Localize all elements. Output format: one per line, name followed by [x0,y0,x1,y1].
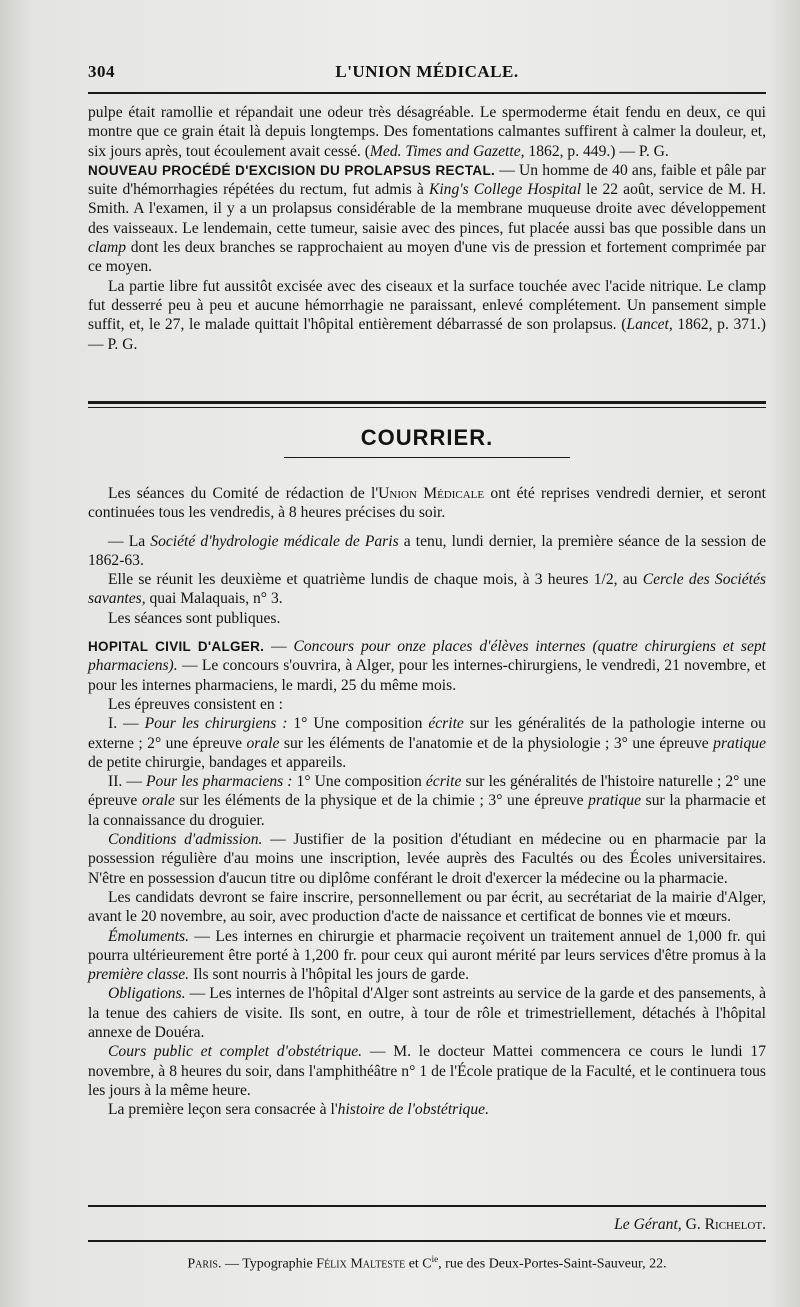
paragraph-6: Elle se réunit les deuxième et quatrième lundis de chaque mois, à 3 heures 1/2, au Cercle des Sociétés savantes, quai Malaquais, n° 3. [88,571,766,608]
paragraph-7: Les séances sont publiques. [108,609,281,627]
paragraph-conditions: Conditions d'admission. — Justifier de la position d'étudiant en médecine ou en pharmacie par la possession régulière d'au moins une inscription, levée auprès des Facultés ou des Écoles universitaires. N'être en possession d'aucun titre ou diplôme conférant le droit d'exercer la médecine ou la pharmacie. [88,831,766,887]
running-header [88,60,766,86]
courrier-block [88,484,766,1120]
paragraph-hopital: HOPITAL CIVIL D'ALGER. — Concours pour onze places d'élèves internes (quatre chirurgiens et sept pharmaciens). — Le concours s'ouvrira, à Alger, pour les internes-chirurgiens, le vendredi, 21 novembre, et pour les internes pharmaciens, le mardi, 25 du même mois. [88,638,766,694]
paragraph-obligations: Obligations. — Les internes de l'hôpital d'Alger sont astreints au service de la garde et des pansements, à la tenue des cahiers de visite. Ils sont, en outre, à tour de rôle et trimestriellement, détachés à l'hôpital annexe de Douéra. [88,985,766,1042]
paragraph-9: Les épreuves consistent en : [108,695,283,713]
paragraph-candidats: Les candidats devront se faire inscrire, personnellement ou par écrit, au secrétariat de la mairie d'Alger, avant le 20 novembre, au soir, avec production d'acte de naissance et certificat de bonnes vie et mœurs. [88,888,766,926]
hopital-heading: HOPITAL CIVIL D'ALGER. [88,639,265,655]
paragraph-cours: Cours public et complet d'obstétrique. — M. le docteur Mattei commencera ce cours le lundi 17 novembre, à 8 heures du soir, dans l'amphithéâtre n° 1 de l'École pratique de la Faculté, et le continuera tous les jours à la même heure. [88,1043,766,1099]
paragraph-pharmaciens: II. — Pour les pharmaciens : 1° Une composition écrite sur les généralités de l'histoire naturelle ; 2° une épreuve orale sur les éléments de la physique et de la chimie ; 3° une épreuve pratique sur la pharmacie et la connaissance du droguier. [88,773,766,829]
paragraph-1: pulpe était ramollie et répandait une odeur très désagréable. Le spermoderme était fendu en deux, ce qui montre que ce grain était là depuis longtemps. Des fomentations calmantes suffirent à calmer la douleur, et, six jours après, tout écoulement avait cessé. (Med. Times and Gazette, 1862, p. 449.) — P. G. [88,104,766,160]
article-block-top [88,103,766,354]
paragraph-3: La partie libre fut aussitôt excisée avec des ciseaux et la surface touchée avec l'acide nitrique. Le clamp fut desserré peu à peu et aucune hémorrhagie ne paraissant, enlevé complétement. Un pansement simple suffit, et, le 27, le malade quittait l'hôpital entièrement débarrassé de son prolapsus. (Lancet, 1862, p. 371.) — P. G. [88,277,766,353]
paragraph-emoluments: Émoluments. — Les internes en chirurgie et pharmacie reçoivent un traitement annuel de 1,000 fr. qui pourra ultérieurement être porté à 1,200 fr. pour ceux qui auront mérité par leurs services d'être promus à la première classe. Ils sont nourris à l'hôpital les jours de garde. [88,927,766,984]
section-rule-top-thin [88,407,766,408]
journal-title: L'UNION MÉDICALE. [335,62,519,81]
section-rule-top [88,401,766,404]
paragraph-4: Les séances du Comité de rédaction de l'Union Médicale ont été reprises vendredi dernier, et seront continuées tous les vendredis, à 8 heures précises du soir. [88,485,766,522]
paragraph-lecon: La première leçon sera consacrée à l'histoire de l'obstétrique. [108,1101,489,1119]
section-title: COURRIER. [360,425,494,450]
imprint-line: Paris. — Typographie Félix Malteste et $C^{ie}$, rue des Deux-Portes-Saint-Sauveur, 22. [187,1254,667,1272]
paragraph-prolapsus: NOUVEAU PROCÉDÉ D'EXCISION DU PROLAPSUS RECTAL. — Un homme de 40 ans, faible et pâle par suite d'hémorrhagies répétées du rectum, fut admis à King's College Hospital le 22 août, service de M. H. Smith. A l'examen, il y a un prolapsus considérable de la membrane muqueuse droite avec développement des vaisseaux. Le lendemain, cette tumeur, saisie avec des pinces, fut placée aussi bas que possible dans un clamp dont les deux branches se rapprochaient au moyen d'une vis de pression et fortement comprimée par ce moyen. [88,161,767,276]
footer-rule [88,1205,766,1207]
article-heading: NOUVEAU PROCÉDÉ D'EXCISION DU PROLAPSUS RECTAL. [88,162,496,178]
page-number: 304 [88,62,115,81]
paragraph-5: — La Société d'hydrologie médicale de Paris a tenu, lundi dernier, la première séance de la session de 1862-63. [88,532,766,569]
title-underline [284,457,570,458]
imprint-rule [88,1240,766,1242]
signature-line: Le Gérant, G. Richelot. [614,1216,766,1233]
header-rule [88,92,766,94]
paragraph-chirurgiens: I. — Pour les chirurgiens : 1° Une composition écrite sur les généralités de la pathologie interne ou externe ; 2° une épreuve orale sur les éléments de l'anatomie et de la physiologie ; 3° une épreuve pratique de petite chirurgie, bandages et appareils. [88,715,766,771]
